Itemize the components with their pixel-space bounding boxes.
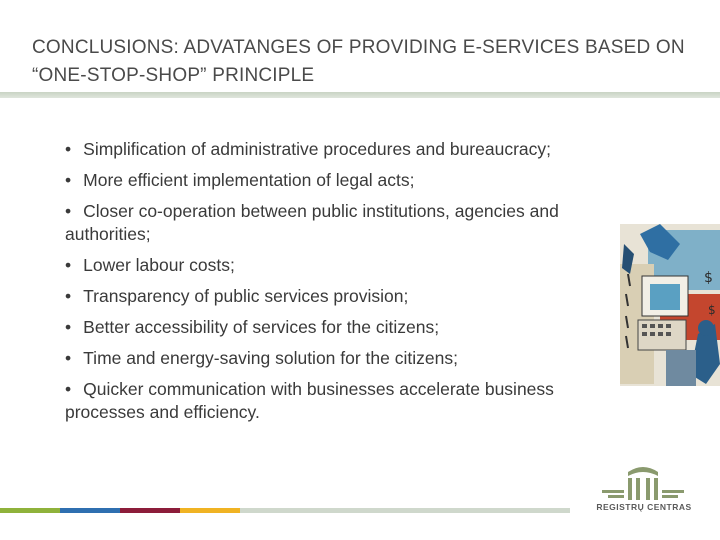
bullet-glyph: • (65, 170, 72, 190)
footer-strip-maroon (120, 508, 180, 513)
bullet-text: Simplification of administrative procedures and bureaucracy; (83, 139, 552, 159)
bullet-list (65, 138, 635, 432)
bullet-text: Closer co-operation between public institutions, agencies and authorities; (65, 201, 559, 244)
svg-text:$: $ (704, 270, 713, 286)
title-divider (0, 92, 720, 98)
bullet-text: Quicker communication with businesses accelerate business processes and efficiency. (65, 379, 554, 422)
footer-strip-gray (240, 508, 570, 513)
bullet-text: Transparency of public services provision; (83, 286, 409, 306)
svg-text:$: $ (708, 303, 716, 317)
bullet-glyph: • (65, 139, 72, 159)
bullet-text: More efficient implementation of legal acts; (83, 170, 415, 190)
bullet-text: Lower labour costs; (83, 255, 235, 275)
footer-strip-blue (60, 508, 120, 513)
bullet-item (65, 169, 635, 192)
footer-color-strip (0, 508, 720, 513)
bullet-item (65, 347, 635, 370)
bullet-item (65, 285, 635, 308)
bullet-text: Better accessibility of services for the citizens; (83, 317, 440, 337)
footer-strip-yellow (180, 508, 240, 513)
bullet-item (65, 378, 635, 424)
bullet-glyph: • (65, 379, 72, 399)
bullet-glyph: • (65, 317, 72, 337)
bullet-glyph: • (65, 255, 72, 275)
business-collage-illustration (620, 224, 720, 386)
footer-strip-green (0, 508, 60, 513)
bullet-item (65, 254, 635, 277)
logo-text: REGISTRŲ CENTRAS (596, 502, 692, 512)
slide-title: CONCLUSIONS: ADVATANGES OF PROVIDING E-SERVICES BASED ON “ONE-STOP-SHOP” PRINCIPLE (32, 37, 685, 86)
bullet-glyph: • (65, 348, 72, 368)
bullet-item (65, 200, 635, 246)
bullet-item (65, 138, 635, 161)
bullet-item (65, 316, 635, 339)
bullet-glyph: • (65, 286, 72, 306)
bullet-glyph: • (65, 201, 72, 221)
bullet-text: Time and energy-saving solution for the citizens; (83, 348, 458, 368)
